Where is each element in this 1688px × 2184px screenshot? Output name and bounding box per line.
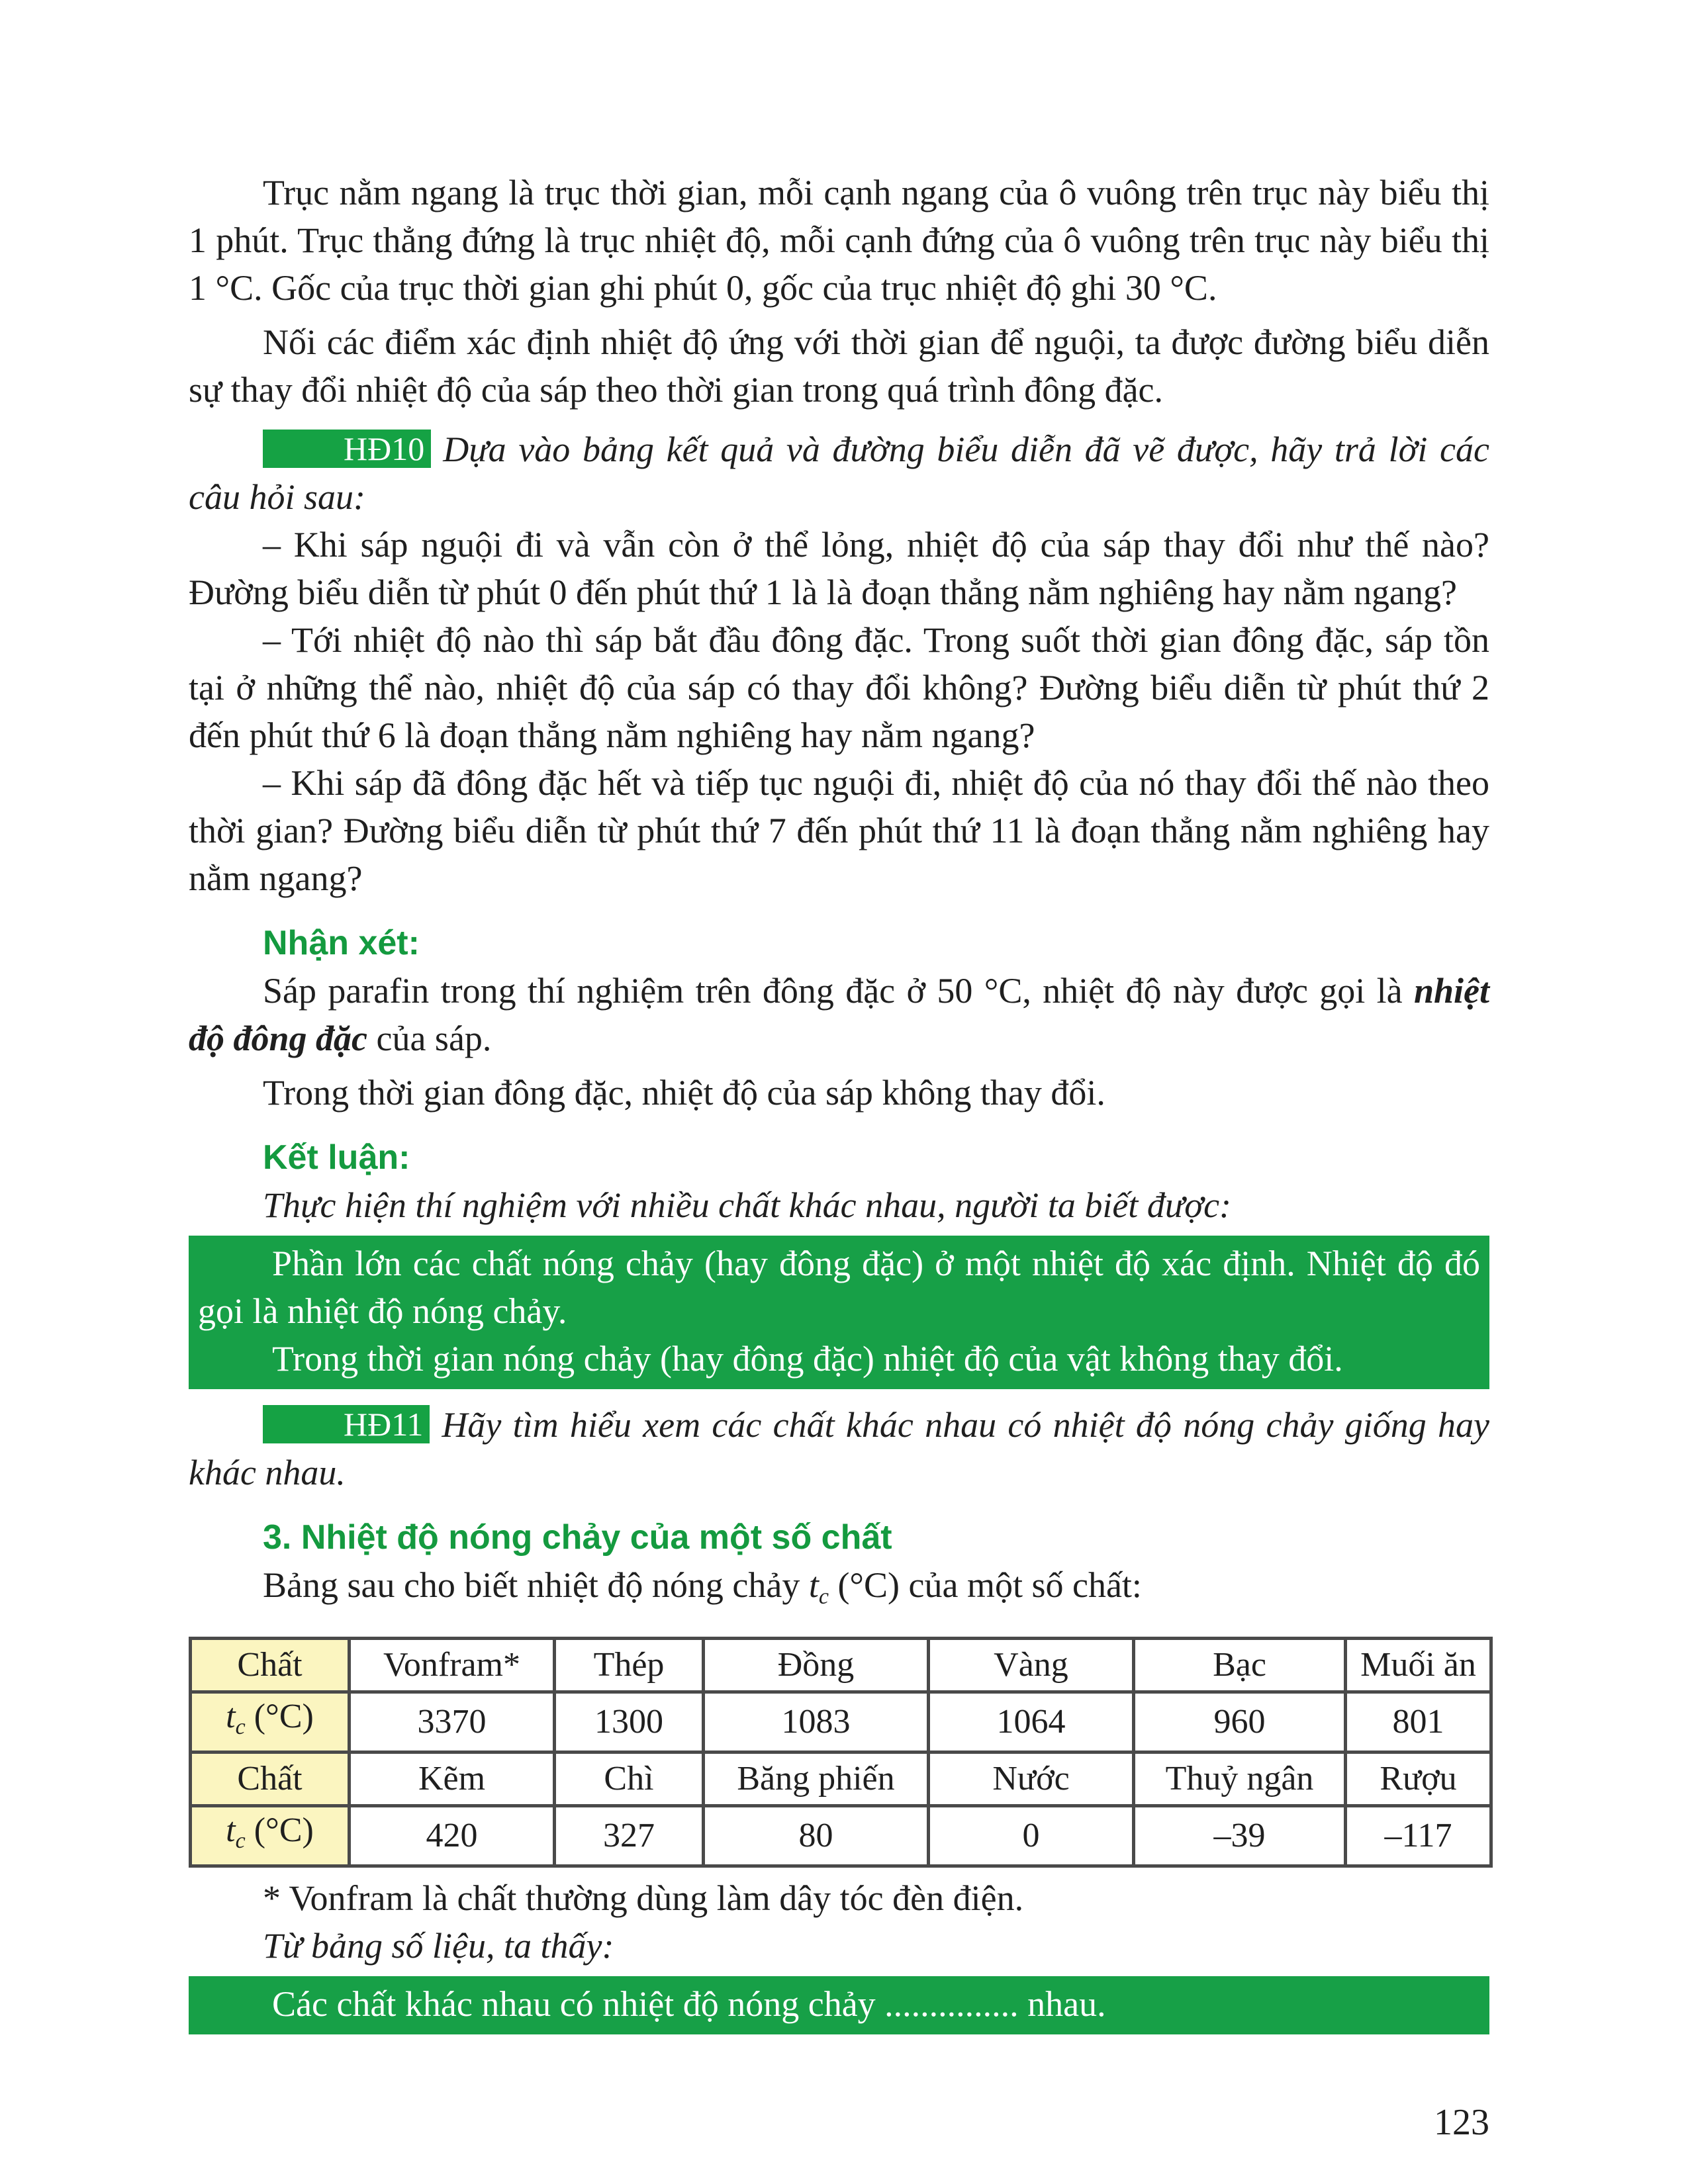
row-label-temp-letter: t bbox=[226, 1811, 236, 1849]
table-cell: Nước bbox=[929, 1752, 1134, 1806]
table-row-values-2 bbox=[191, 1806, 1491, 1866]
row-label-temp-unit: (°C) bbox=[245, 1698, 314, 1735]
table-cell: Thép bbox=[555, 1639, 704, 1692]
row-label-temp-unit: (°C) bbox=[245, 1811, 314, 1849]
fill-in-box bbox=[189, 1976, 1489, 2034]
table-cell: 3370 bbox=[350, 1692, 555, 1752]
table-cell: 1064 bbox=[929, 1692, 1134, 1752]
row-label-temp-sub: c bbox=[235, 1829, 246, 1853]
temp-symbol-letter: t bbox=[808, 1565, 819, 1605]
temp-symbol bbox=[808, 1565, 829, 1609]
row-label-temp-sub: c bbox=[235, 1715, 246, 1739]
table-cell: –117 bbox=[1346, 1806, 1491, 1866]
table-cell: Muối ăn bbox=[1346, 1639, 1491, 1692]
ket-luan-lead: Thực hiện thí nghiệm với nhiều chất khác nhau, người ta biết được: bbox=[263, 1185, 1232, 1225]
conclusion-paragraph-2: Trong thời gian nóng chảy (hay đông đặc) nhiệt độ của vật không thay đổi. bbox=[272, 1339, 1343, 1379]
table-cell: Vonfram* bbox=[350, 1639, 555, 1692]
section-3-heading: 3. Nhiệt độ nóng chảy của một số chất bbox=[263, 1518, 892, 1557]
term-freezing-point: nhiệt độ đông đặc bbox=[189, 971, 1489, 1058]
nhan-xet-paragraph-2: Trong thời gian đông đặc, nhiệt độ của sáp không thay đổi. bbox=[263, 1073, 1105, 1113]
row-label-temperature bbox=[191, 1692, 350, 1752]
conclusion-paragraph-1: Phần lớn các chất nóng chảy (hay đông đặc) ở một nhiệt độ xác định. Nhiệt độ đó gọi là nhiệt độ nóng chảy. bbox=[198, 1244, 1480, 1331]
table-cell: 327 bbox=[555, 1806, 704, 1866]
hd10-prompt bbox=[189, 426, 1489, 521]
conclusion-box bbox=[189, 1236, 1489, 1389]
hd11-prompt bbox=[189, 1401, 1489, 1496]
hd10-question-3: – Khi sáp đã đông đặc hết và tiếp tục nguội đi, nhiệt độ của nó thay đổi thế nào theo thời gian? Đường biểu diễn từ phút thứ 7 đến phút thứ 11 là đoạn thẳng nằm nghiêng hay nằm ngang? bbox=[189, 763, 1489, 898]
hd10-prompt-text: Dựa vào bảng kết quả và đường biểu diễn đã vẽ được, hãy trả lời các câu hỏi sau: bbox=[189, 430, 1489, 517]
table-cell: Thuỷ ngân bbox=[1134, 1752, 1346, 1806]
page-number: 123 bbox=[1434, 2102, 1489, 2143]
table-cell: –39 bbox=[1134, 1806, 1346, 1866]
hd11-tag: HĐ11 bbox=[263, 1405, 430, 1443]
nhan-xet-heading: Nhận xét: bbox=[263, 924, 420, 962]
hd11-prompt-text: Hãy tìm hiểu xem các chất khác nhau có nhiệt độ nóng chảy giống hay khác nhau. bbox=[189, 1405, 1489, 1492]
observation-lead: Từ bảng số liệu, ta thấy: bbox=[263, 1926, 614, 1966]
intro-paragraph-1: Trục nằm ngang là trục thời gian, mỗi cạnh ngang của ô vuông trên trục này biểu thị 1 phút. Trục thẳng đứng là trục nhiệt độ, mỗi cạnh đứng của ô vuông trên trục này biểu thị 1 °C. Gốc của trục thời gian ghi phút 0, gốc của trục nhiệt độ ghi 30 °C. bbox=[189, 173, 1489, 308]
table-cell: Rượu bbox=[1346, 1752, 1491, 1806]
section-3-lead-start: Bảng sau cho biết nhiệt độ nóng chảy bbox=[263, 1565, 809, 1605]
nhan-xet-p1-end: của sáp. bbox=[367, 1019, 492, 1058]
table-cell: 960 bbox=[1134, 1692, 1346, 1752]
melting-point-table bbox=[189, 1637, 1493, 1868]
ket-luan-heading: Kết luận: bbox=[263, 1138, 410, 1177]
table-cell: Chì bbox=[555, 1752, 704, 1806]
row-label-substance: Chất bbox=[191, 1639, 350, 1692]
hd10-question-1: – Khi sáp nguội đi và vẫn còn ở thể lỏng, nhiệt độ của sáp thay đổi như thế nào? Đường biểu diễn từ phút 0 đến phút thứ 1 là là đoạn thẳng nằm nghiêng hay nằm ngang? bbox=[189, 525, 1489, 612]
fill-in-sentence: Các chất khác nhau có nhiệt độ nóng chảy ............... nhau. bbox=[272, 1984, 1106, 2024]
table-cell: 801 bbox=[1346, 1692, 1491, 1752]
nhan-xet-p1-start: Sáp parafin trong thí nghiệm trên đông đặc ở 50 °C, nhiệt độ này được gọi là bbox=[263, 971, 1414, 1011]
row-label-temperature bbox=[191, 1806, 350, 1866]
row-label-substance: Chất bbox=[191, 1752, 350, 1806]
table-cell: Bạc bbox=[1134, 1639, 1346, 1692]
table-row-substances-2 bbox=[191, 1752, 1491, 1806]
table-row-substances-1 bbox=[191, 1639, 1491, 1692]
table-cell: 1300 bbox=[555, 1692, 704, 1752]
table-cell: 0 bbox=[929, 1806, 1134, 1866]
table-cell: Đồng bbox=[704, 1639, 929, 1692]
section-3-lead bbox=[189, 1561, 1489, 1621]
table-cell: 420 bbox=[350, 1806, 555, 1866]
page-content bbox=[189, 169, 1489, 2034]
section-3-lead-end: (°C) của một số chất: bbox=[828, 1565, 1142, 1605]
hd10-tag: HĐ10 bbox=[263, 430, 431, 468]
hd10-question-2: – Tới nhiệt độ nào thì sáp bắt đầu đông đặc. Trong suốt thời gian đông đặc, sáp tồn tại ở những thể nào, nhiệt độ của sáp có thay đổi không? Đường biểu diễn từ phút thứ 2 đến phút thứ 6 là đoạn thẳng nằm nghiêng hay nằm ngang? bbox=[189, 620, 1489, 755]
table-cell: Băng phiến bbox=[704, 1752, 929, 1806]
table-cell: Kẽm bbox=[350, 1752, 555, 1806]
temp-symbol-sub: c bbox=[818, 1584, 829, 1609]
table-footnote: * Vonfram là chất thường dùng làm dây tóc đèn điện. bbox=[263, 1878, 1024, 1918]
row-label-temp-letter: t bbox=[226, 1698, 236, 1735]
table-cell: Vàng bbox=[929, 1639, 1134, 1692]
table-cell: 1083 bbox=[704, 1692, 929, 1752]
nhan-xet-paragraph-1 bbox=[189, 967, 1489, 1062]
table-cell: 80 bbox=[704, 1806, 929, 1866]
intro-paragraph-2: Nối các điểm xác định nhiệt độ ứng với thời gian để nguội, ta được đường biểu diễn sự thay đổi nhiệt độ của sáp theo thời gian trong quá trình đông đặc. bbox=[189, 322, 1489, 410]
table-row-values-1 bbox=[191, 1692, 1491, 1752]
